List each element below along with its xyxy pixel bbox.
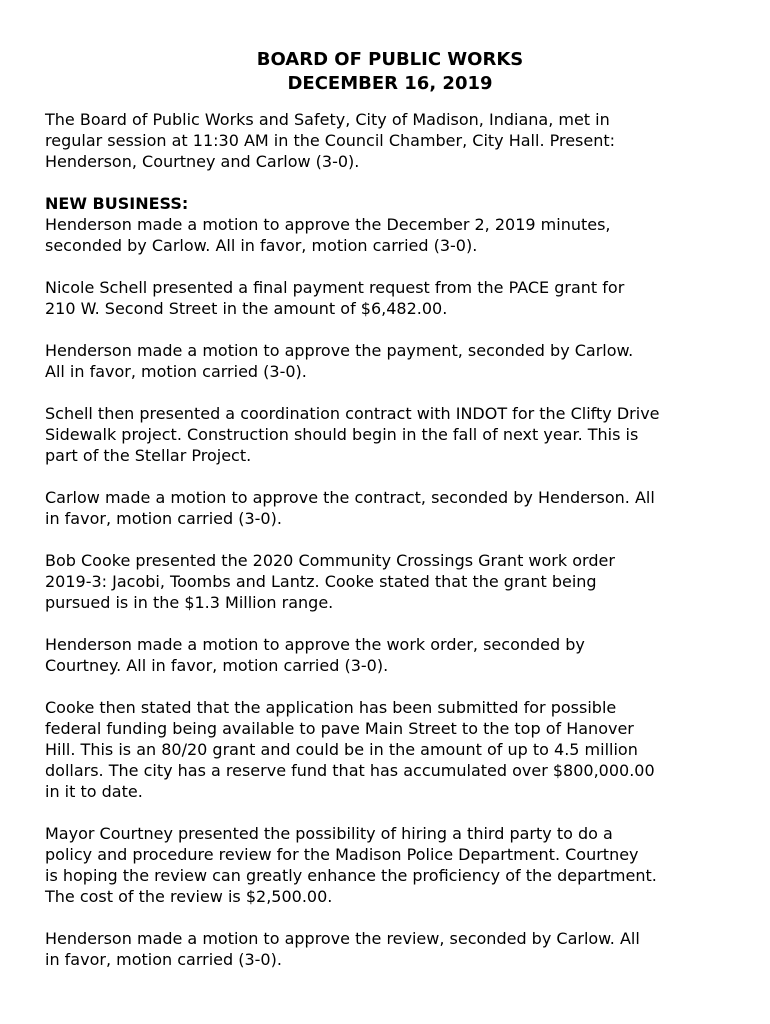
document-page	[45, 48, 735, 970]
intro-paragraph: The Board of Public Works and Safety, City of Madison, Indiana, met in regular session at 11:30 AM in the Council Chamber, City Hall. Present: Henderson, Courtney and Carlow (3-0).	[45, 110, 616, 171]
minutes-paragraph: Cooke then stated that the application has been submitted for possible federal funding being available to pave Main Street to the top of Hanover Hill. This is an 80/20 grant and could be in the amount of up to 4.5 million dollars. The city has a reserve fund that has accumulated over $800,000.00 in it to date.	[45, 698, 655, 801]
section-heading-new-business: NEW BUSINESS:	[45, 194, 189, 213]
title-board-name: BOARD OF PUBLIC WORKS	[256, 49, 524, 70]
minutes-paragraph: Nicole Schell presented a final payment request from the PACE grant for 210 W. Second Street in the amount of $6,482.00.	[45, 278, 625, 318]
minutes-paragraph: Mayor Courtney presented the possibility of hiring a third party to do a policy and procedure review for the Madison Police Department. Courtney is hoping the review can greatly enhance the proficiency of the department. The cost of the review is $2,500.00.	[45, 824, 657, 906]
minutes-paragraph: Bob Cooke presented the 2020 Community Crossings Grant work order 2019-3: Jacobi, Toombs and Lantz. Cooke stated that the grant being pursued is in the $1.3 Million range.	[45, 551, 615, 612]
title-meeting-date: DECEMBER 16, 2019	[287, 73, 493, 94]
minutes-paragraph: Henderson made a motion to approve the work order, seconded by Courtney. All in favor, motion carried (3-0).	[45, 635, 585, 675]
minutes-paragraph: Carlow made a motion to approve the contract, seconded by Henderson. All in favor, motion carried (3-0).	[45, 488, 655, 528]
new-business-section	[45, 193, 735, 256]
page-title	[45, 48, 735, 96]
minutes-paragraph: Schell then presented a coordination contract with INDOT for the Clifty Drive Sidewalk project. Construction should begin in the fall of next year. This is part of the Stellar Project.	[45, 404, 660, 465]
minutes-paragraph: Henderson made a motion to approve the review, seconded by Carlow. All in favor, motion carried (3-0).	[45, 929, 640, 969]
minutes-paragraph: Henderson made a motion to approve the December 2, 2019 minutes, seconded by Carlow. All in favor, motion carried (3-0).	[45, 215, 611, 255]
minutes-paragraph: Henderson made a motion to approve the payment, seconded by Carlow. All in favor, motion carried (3-0).	[45, 341, 634, 381]
